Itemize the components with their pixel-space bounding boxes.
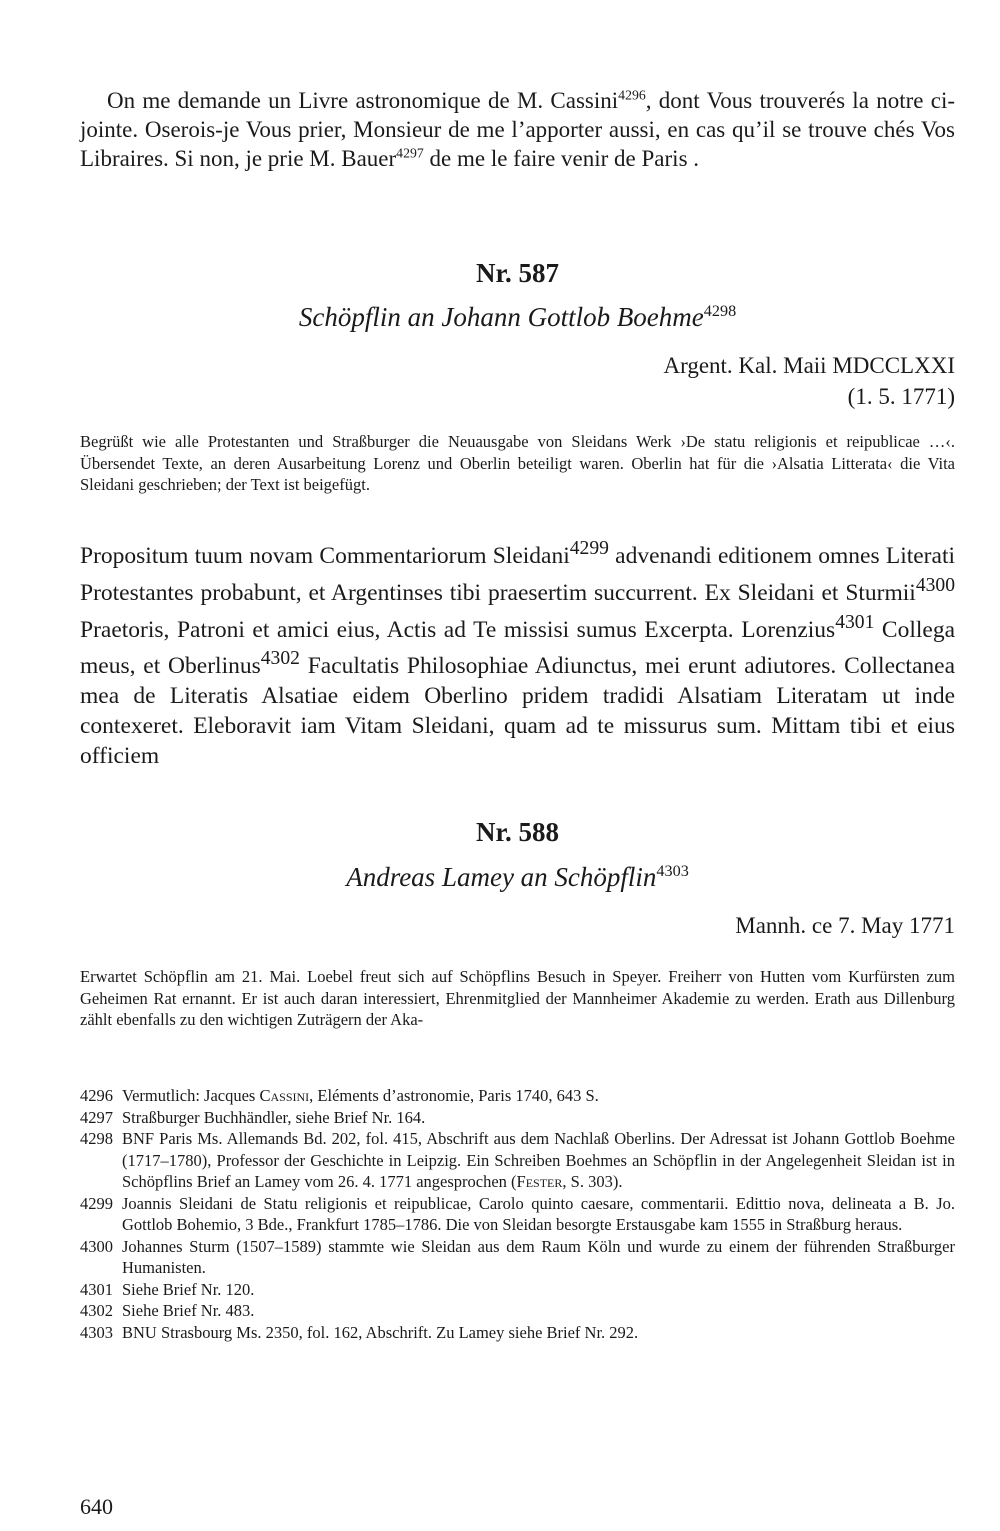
footnote-text [122, 1279, 955, 1301]
footnote-item [80, 1279, 955, 1301]
footnote-text [122, 1300, 955, 1322]
footnote-ref[interactable]: 4300 [915, 574, 955, 596]
footnote-number: 4302 [80, 1301, 113, 1320]
letter-number-587: Nr. 587 [475, 258, 559, 288]
summary-588: Erwartet Schöpflin am 21. Mai. Loebel freut sich auf Schöpflins Besuch in Speyer. Freiherr von Hutten vom Kurfürsten zum Geheimen Rat ernannt. Er ist auch daran interessiert, Ehrenmitglied der Mannheimer Akademie zu werden. Erath aus Dillenburg zählt ebenfalls zu den wichtigen Zuträgern der Aka- [80, 967, 955, 1029]
footnote-text-part: Siehe Brief Nr. 483. [122, 1301, 255, 1320]
footnote-text-part: , Eléments d’astronomie, Paris 1740, 643 S. [309, 1086, 599, 1105]
footnote-number: 4300 [80, 1236, 113, 1256]
footnote-text-part: Straßburger Buchhändler, siehe Brief Nr. 164. [122, 1107, 426, 1127]
footnote-ref[interactable]: 4301 [835, 611, 875, 633]
footnote-ref[interactable]: 4297 [396, 145, 424, 161]
footnote-text [122, 1128, 955, 1193]
letter-title-588 [80, 862, 955, 893]
footnote-ref[interactable]: 4296 [618, 87, 646, 103]
intro-text-2: , dont Vous trouverés la notre ci-jointe. Oserois-je Vous prier, Monsieur de me l’apporter aussi, en cas qu’il se trouve chés Vos Libraires. Si non, je prie M. Bauer [80, 88, 955, 171]
footnote-text-part: Johannes Sturm (1507–1589) stammte wie Sleidan aus dem Raum Köln und wurde zu einem der führenden Straßburger Humanisten. [122, 1236, 955, 1277]
footnote-text [122, 1193, 955, 1236]
footnote-ref[interactable]: 4298 [703, 302, 737, 320]
page-number: 640 [80, 1494, 113, 1519]
footnote-number: 4296 [80, 1086, 113, 1105]
footnote-item [80, 1128, 955, 1193]
letter-text-part: Collega meus, et Oberlinus [80, 616, 956, 680]
summary-587: Begrüßt wie alle Protestanten und Straßburger die Neuausgabe von Sleidans Werk ›De statu religionis et reipublicae …‹. Übersendet Texte, an deren Ausarbeitung Lorenz und Oberlin beteiligt waren. Oberlin hat für die ›Alsatia Litterata‹ die Vita Sleidani geschrieben; der Text ist beigefügt. [80, 432, 955, 494]
footnote-ref[interactable]: 4299 [569, 538, 609, 559]
letter-number-588: Nr. 588 [475, 817, 559, 847]
dateline-588: Mannh. ce 7. May 1771 [735, 913, 955, 938]
footnote-text [122, 1085, 955, 1107]
author-name: Cassini [259, 1086, 310, 1105]
author-name: Fester [516, 1172, 563, 1191]
dateline-587 [663, 350, 955, 412]
dateline-line-2: (1. 5. 1771) [847, 384, 955, 409]
footnote-text [122, 1236, 955, 1279]
footnote-number: 4298 [80, 1129, 113, 1148]
footnote-item [80, 1236, 955, 1279]
letter-text-part: Praetoris, Patroni et amici eius, Actis ad Te missisi sumus Excerpta. Lorenzius [80, 616, 836, 643]
footnote-number: 4301 [80, 1279, 113, 1299]
letter-text-part: Facultatis Philosophiae Adiunctus, mei erunt adiutores. Collectanea mea de Literatis Alsatiae eidem Oberlino pridem tradidi Alsatiam Literatam ut inde contexeret. Eleboravit iam Vitam Sleidani, quam ad te missurus sum. Mittam tibi et eius officiem [80, 653, 956, 770]
letter-title-text: Schöpflin an Johann Gottlob Boehme [298, 302, 704, 332]
footnote-text-part: BNF Paris Ms. Allemands Bd. 202, fol. 415, Abschrift aus dem Nachlaß Oberlins. Der Adressat ist Johann Gottlob Boehme (1717–1780), Professor der Geschichte in Leipzig. Ein Schreiben Boehmes an Schöpflin in der Angelegenheit Sleidan ist in Schöpflins Brief an Lamey vom 26. 4. 1771 angesprochen ( [122, 1129, 955, 1191]
footnote-text-part: Joannis Sleidani de Statu religionis et reipublicae, Carolo quinto caesare, commentarii. Edittio nova, delineata a B. Jo. Gottlob Bohemio, 3 Bde., Frankfurt 1785–1786. Die von Sleidan besorgte Erstausgabe kam 1555 in Straßburg heraus. [122, 1193, 955, 1234]
footnote-ref[interactable]: 4303 [656, 862, 689, 880]
letter-title-text: Andreas Lamey an Schöpflin [346, 862, 657, 892]
footnote-text-part: Siehe Brief Nr. 120. [122, 1279, 255, 1299]
footnote-text [122, 1322, 955, 1344]
letter-text-587 [80, 534, 955, 771]
letter-title-587 [80, 302, 955, 333]
intro-text-1: On me demande un Livre astronomique de M. Cassini [107, 88, 619, 113]
intro-text-3: de me le faire venir de Paris . [423, 146, 700, 171]
footnote-text-part: , S. 303). [562, 1172, 623, 1191]
footnote-item [80, 1300, 955, 1322]
footnote-item [80, 1107, 955, 1129]
letter-text-part: advenandi editionem omnes Literati Protestantes probabunt, et Argentinses tibi praesertim succurrent. Ex Sleidani et Sturmii [80, 542, 955, 606]
footnote-number: 4299 [80, 1193, 113, 1213]
dateline-line-1: Argent. Kal. Maii MDCCLXXI [663, 353, 955, 378]
footnotes [80, 1085, 955, 1343]
intro-paragraph [80, 86, 955, 173]
footnote-ref[interactable]: 4302 [260, 648, 300, 670]
footnote-number: 4303 [80, 1322, 113, 1342]
footnote-text-part: BNU Strasbourg Ms. 2350, fol. 162, Abschrift. Zu Lamey siehe Brief Nr. 292. [122, 1322, 639, 1342]
footnote-item [80, 1085, 955, 1107]
letter-text-part: Propositum tuum novam Commentariorum Sleidani [80, 542, 570, 569]
footnote-text-part: Vermutlich: Jacques [122, 1086, 260, 1105]
footnote-number: 4297 [80, 1107, 113, 1127]
footnote-text [122, 1107, 955, 1129]
footnote-item [80, 1193, 955, 1236]
footnote-item [80, 1322, 955, 1344]
